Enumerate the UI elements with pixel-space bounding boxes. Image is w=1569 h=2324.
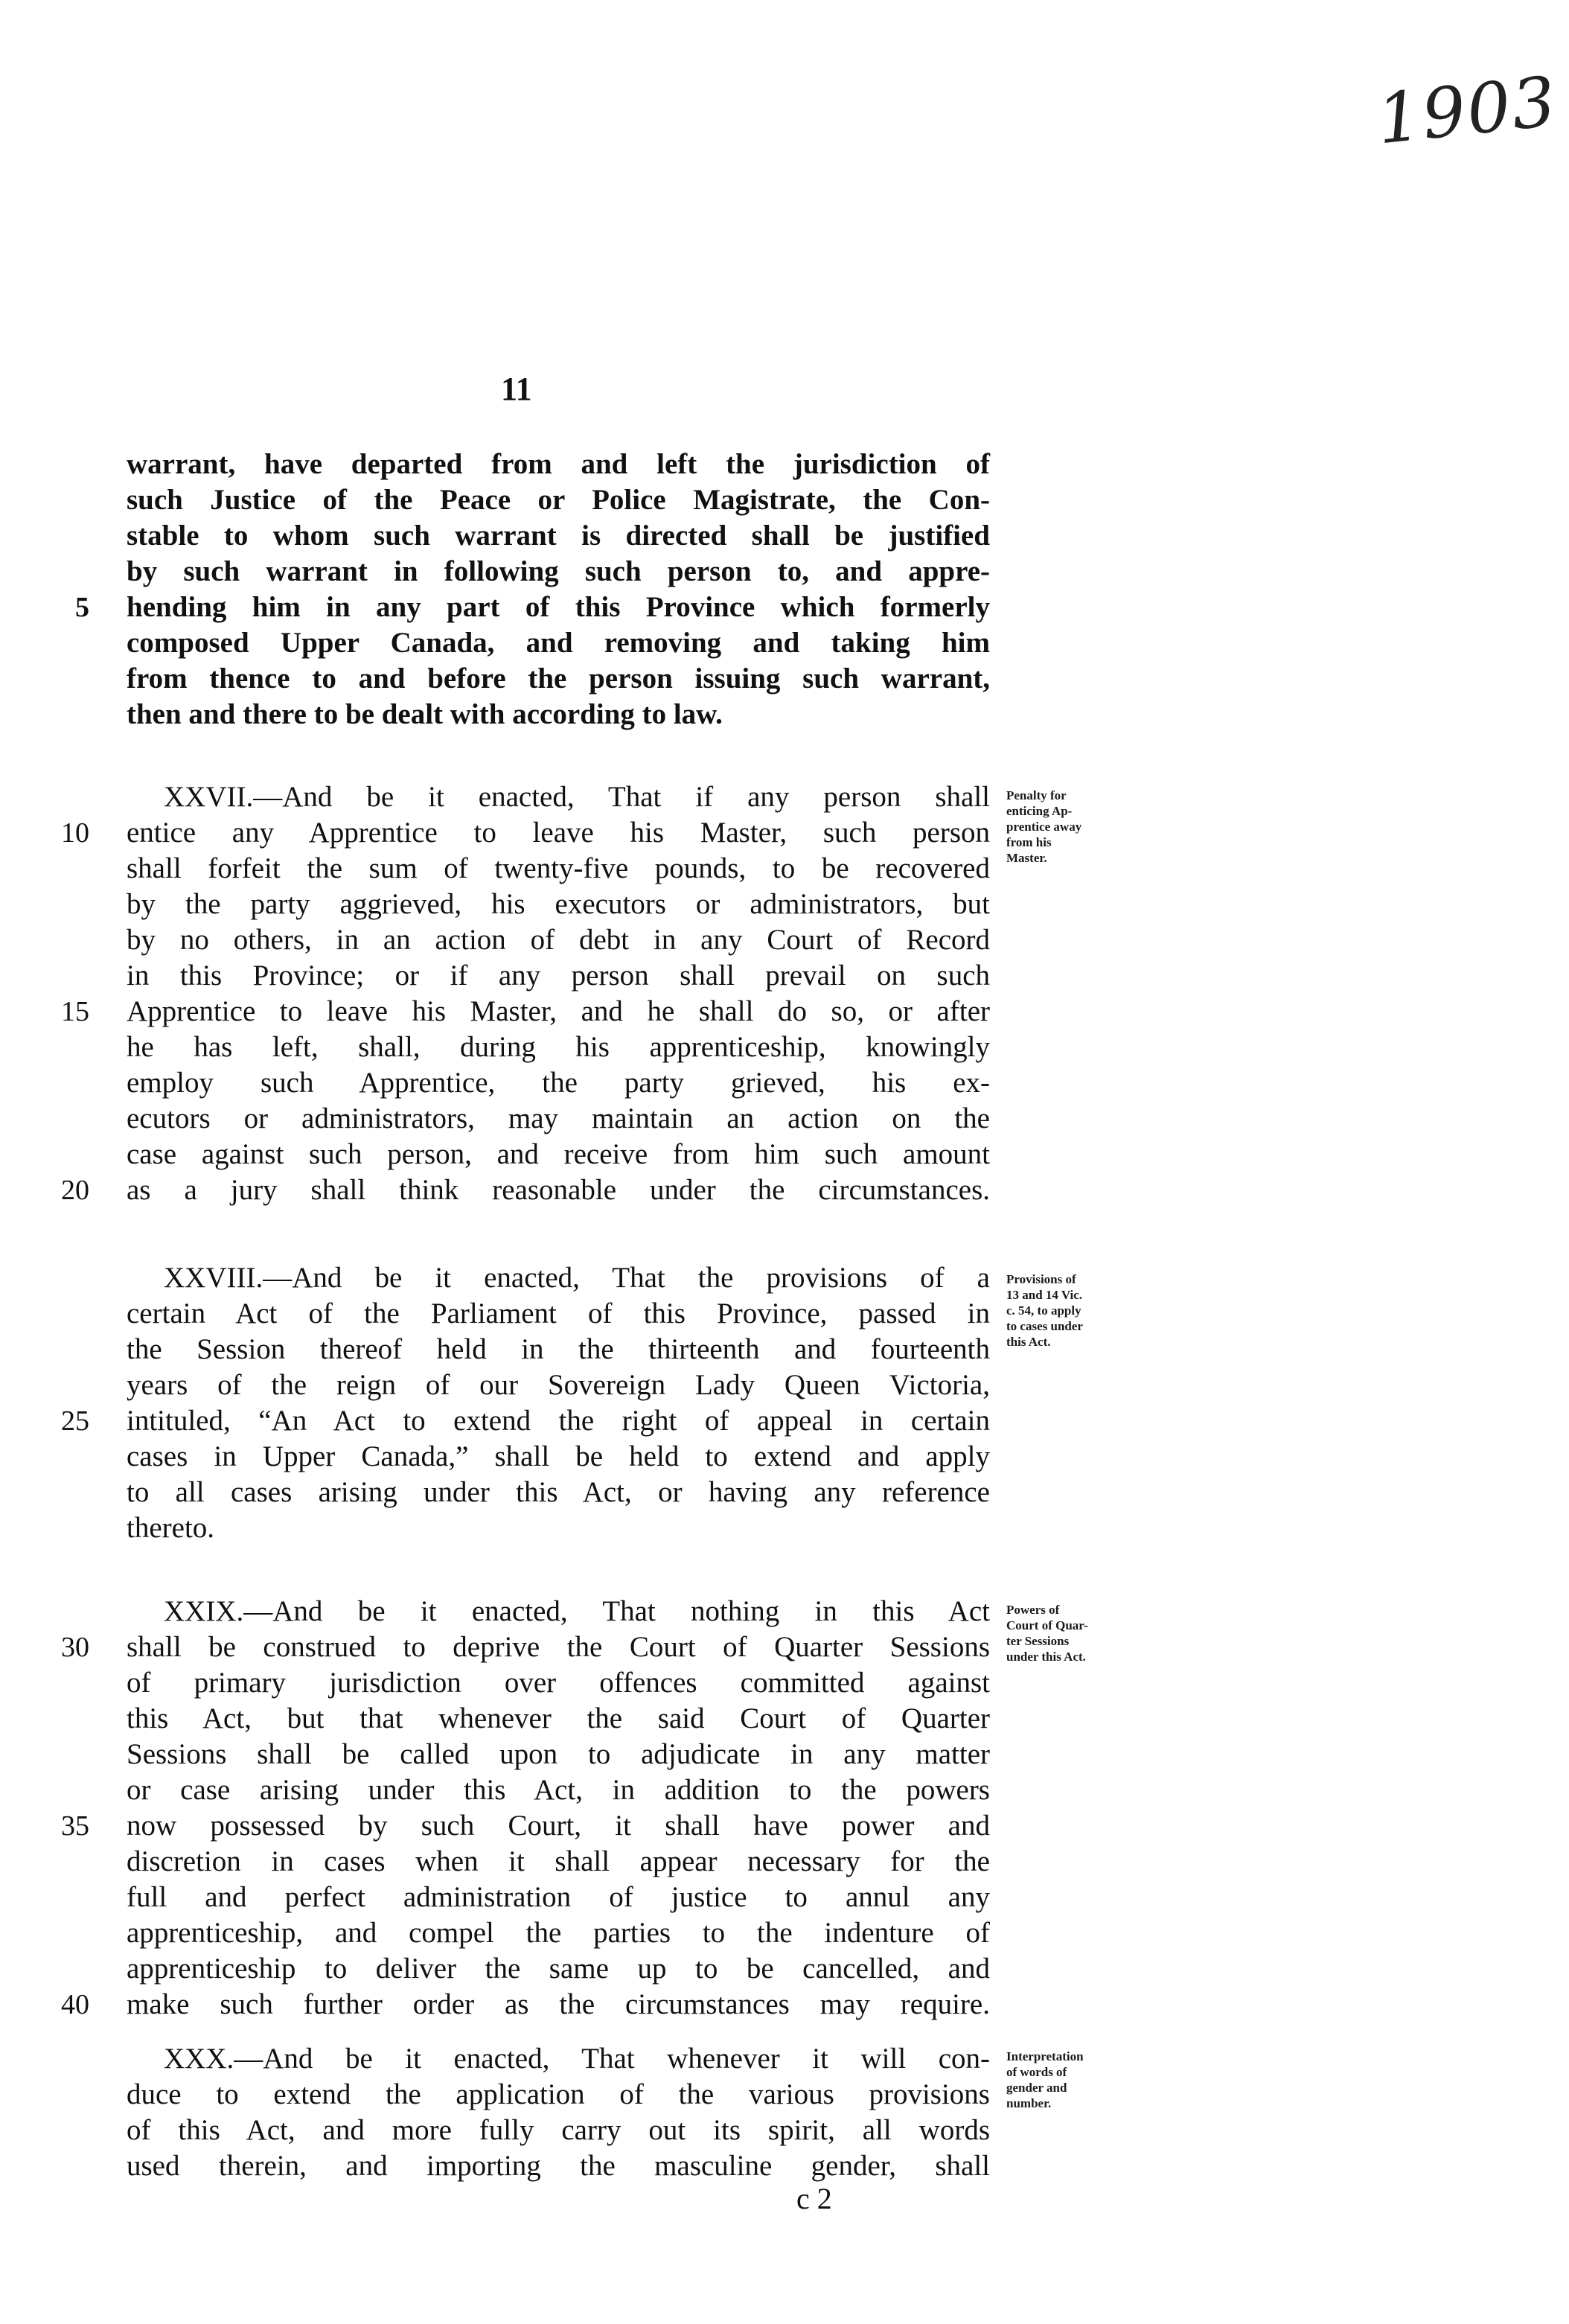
text-line: in this Province; or if any person shall prevail on such: [127, 960, 990, 992]
text-line: apprenticeship to deliver the same up to be cancelled, and: [127, 1953, 990, 1985]
page-number: 11: [501, 371, 532, 407]
text-line: 25 intituled, “An Act to extend the right of appeal in certain: [127, 1403, 990, 1439]
text-line: case against such person, and receive from him such amount: [127, 1138, 990, 1170]
text-line: discretion in cases when it shall appear necessary for the: [127, 1845, 990, 1877]
line-number: 15: [61, 996, 89, 1027]
line-number: 5: [75, 592, 89, 623]
section-heading-line: XXX.—And be it enacted, That whenever it will con-: [164, 2043, 990, 2075]
text-line: warrant, have departed from and left the jurisdiction of: [127, 448, 990, 480]
text-line: such Justice of the Peace or Police Magistrate, the Con-: [127, 484, 990, 516]
text-line: or case arising under this Act, in addition to the powers: [127, 1774, 990, 1806]
margin-note-penalty: Penalty for enticing Ap- prentice away from his Master.: [1006, 788, 1082, 865]
text-line: he has left, shall, during his apprenticeship, knowingly: [127, 1031, 990, 1063]
text-line: then and there to be dealt with according to law.: [127, 698, 723, 730]
text-line: years of the reign of our Sovereign Lady Queen Victoria,: [127, 1369, 990, 1401]
text-line: 35 now possessed by such Court, it shall have power and: [127, 1808, 990, 1844]
text-line: of primary jurisdiction over offences committed against: [127, 1667, 990, 1699]
text-line: duce to extend the application of the various provisions: [127, 2078, 990, 2110]
line-number: 25: [61, 1405, 89, 1437]
section-xxvii: [61, 779, 990, 1208]
section-heading-line: XXVII.—And be it enacted, That if any person shall: [164, 781, 990, 813]
text-line: by the party aggrieved, his executors or administrators, but: [127, 888, 990, 920]
text-line: apprenticeship, and compel the parties to the indenture of: [127, 1917, 990, 1949]
line-number: 35: [61, 1810, 89, 1842]
text-line: the Session thereof held in the thirteenth and fourteenth: [127, 1333, 990, 1365]
text-line: 40 make such further order as the circumstances may require.: [127, 1987, 990, 2023]
text-line: by no others, in an action of debt in any Court of Record: [127, 924, 990, 956]
section-xxix: [61, 1594, 990, 2023]
line-number: 20: [61, 1175, 89, 1206]
text-line: to all cases arising under this Act, or having any reference: [127, 1476, 990, 1508]
section-heading-line: XXIX.—And be it enacted, That nothing in this Act: [164, 1595, 990, 1627]
text-line: full and perfect administration of justice to annul any: [127, 1881, 990, 1913]
text-line: Sessions shall be called upon to adjudicate in any matter: [127, 1738, 990, 1770]
text-line: 5 hending him in any part of this Province which formerly: [127, 590, 990, 625]
text-line: 20 as a jury shall think reasonable under the circumstances.: [127, 1172, 990, 1208]
text-line: stable to whom such warrant is directed shall be justified: [127, 520, 990, 552]
text-line: composed Upper Canada, and removing and taking him: [127, 627, 990, 659]
text-line: employ such Apprentice, the party grieved, his ex-: [127, 1067, 990, 1099]
margin-note-provisions: Provisions of 13 and 14 Vic. c. 54, to apply to cases under this Act.: [1006, 1272, 1083, 1349]
text-line: 30 shall be construed to deprive the Court of Quarter Sessions: [127, 1629, 990, 1665]
line-number: 30: [61, 1632, 89, 1663]
text-line: 10 entice any Apprentice to leave his Master, such person: [127, 815, 990, 851]
line-number: 10: [61, 817, 89, 849]
text-line: cases in Upper Canada,” shall be held to extend and apply: [127, 1440, 990, 1472]
text-line: thereto.: [127, 1512, 215, 1544]
section-xxx: [127, 2041, 990, 2184]
line-number: 40: [61, 1989, 89, 2020]
handwritten-note: 1903: [1373, 61, 1562, 160]
text-line: this Act, but that whenever the said Court of Quarter: [127, 1702, 990, 1734]
text-line: used therein, and importing the masculine gender, shall: [127, 2150, 990, 2182]
margin-note-powers: Powers of Court of Quar- ter Sessions under this Act.: [1006, 1603, 1088, 1664]
text-line: of this Act, and more fully carry out its spirit, all words: [127, 2114, 990, 2146]
text-line: shall forfeit the sum of twenty-five pounds, to be recovered: [127, 852, 990, 884]
continuation-paragraph: [75, 447, 990, 732]
text-line: ecutors or administrators, may maintain an action on the: [127, 1102, 990, 1134]
signature-mark: c 2: [796, 2182, 832, 2215]
text-line: by such warrant in following such person to, and appre-: [127, 555, 990, 587]
text-line: from thence to and before the person issuing such warrant,: [127, 663, 990, 695]
section-xxviii: [61, 1260, 990, 1546]
section-heading-line: XXVIII.—And be it enacted, That the provisions of a: [164, 1262, 990, 1294]
text-line: certain Act of the Parliament of this Province, passed in: [127, 1297, 990, 1329]
text-line: 15 Apprentice to leave his Master, and he shall do so, or after: [127, 994, 990, 1029]
margin-note-interpretation: Interpretation of words of gender and number.: [1006, 2049, 1084, 2110]
